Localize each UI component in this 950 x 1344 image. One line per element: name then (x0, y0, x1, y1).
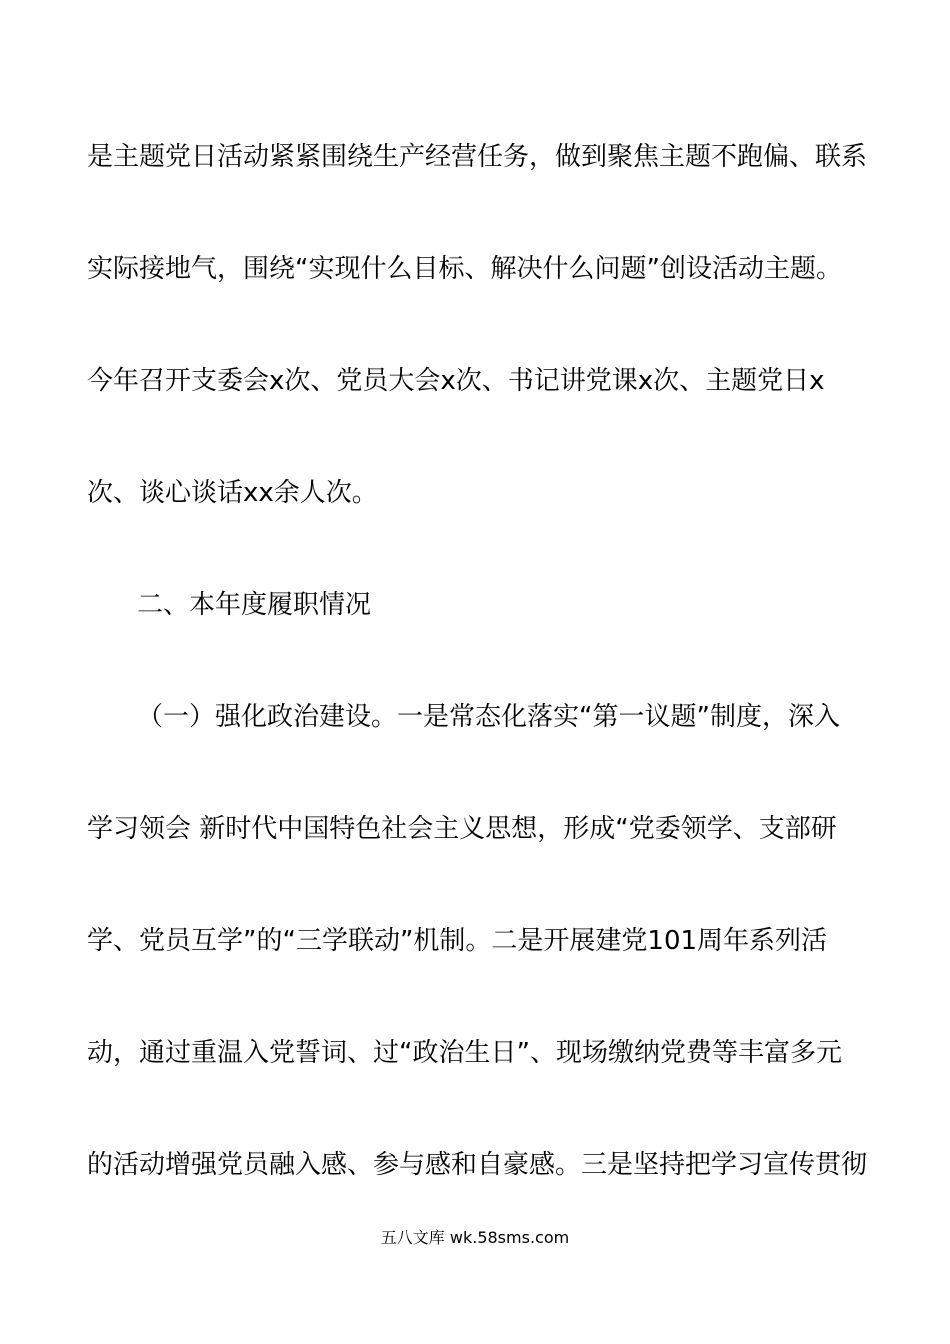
section-heading: 二、本年度履职情况 (137, 590, 372, 620)
page-footer: 五八文库 wk.58sms.com (380, 1228, 570, 1247)
paragraph-line: 动，通过重温入党誓词、过“政治生日”、现场缴纳党费等丰富多元 (87, 1038, 842, 1068)
paragraph-line: 次、谈心谈话xx余人次。 (87, 478, 378, 508)
paragraph-line: （一）强化政治建设。一是常态化落实“第一议题”制度，深入 (137, 702, 840, 732)
paragraph-line: 今年召开支委会x次、党员大会x次、书记讲党课x次、主题党日x (87, 366, 825, 396)
paragraph-line: 学、党员互学”的“三学联动”机制。二是开展建党101周年系列活 (87, 926, 828, 956)
paragraph-line: 学习领会 新时代中国特色社会主义思想，形成“党委领学、支部研 (87, 814, 837, 844)
paragraph-line: 实际接地气，围绕“实现什么目标、解决什么问题”创设活动主题。 (87, 254, 842, 284)
paragraph-line: 是主题党日活动紧紧围绕生产经营任务，做到聚焦主题不跑偏、联系 (87, 142, 868, 172)
paragraph-line: 的活动增强党员融入感、参与感和自豪感。三是坚持把学习宣传贯彻 (87, 1150, 868, 1180)
